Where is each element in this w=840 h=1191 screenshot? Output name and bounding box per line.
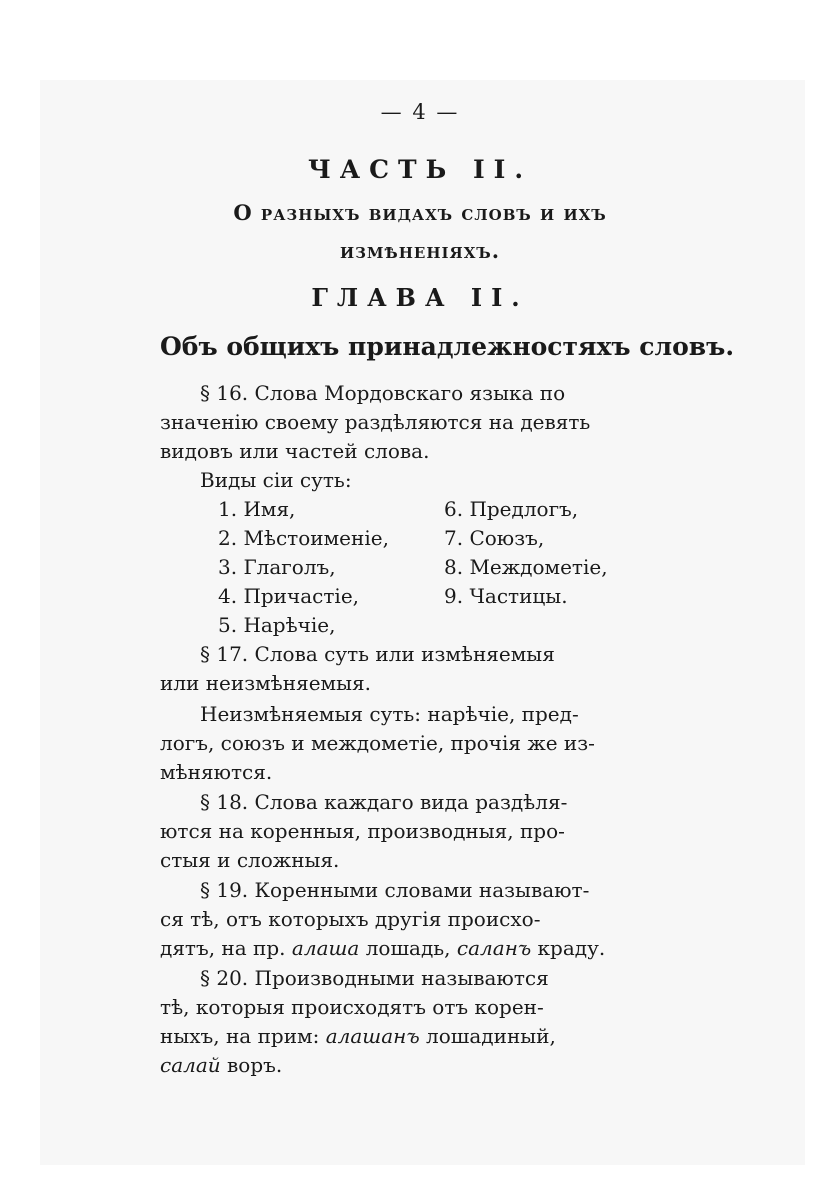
kind-item: 6. Предлогъ, <box>444 497 579 521</box>
mordvin-word: саланъ <box>456 936 532 960</box>
mordvin-word: алаша <box>291 936 360 960</box>
section-heading: Объ общихъ принадлежностяхъ словъ. <box>160 332 735 361</box>
text-run: лошадиный, <box>419 1024 556 1048</box>
subtitle-line-2: измѣненiяхъ. <box>339 238 501 263</box>
kind-item: 8. Междометiе, <box>444 555 608 579</box>
text-run: краду. <box>531 936 606 960</box>
paragraph-16-line-2: значенiю своему раздѣляются на девять <box>160 410 591 434</box>
kind-item: 4. Причастiе, <box>218 584 360 608</box>
paragraph-18-line-3: стыя и сложныя. <box>160 848 340 872</box>
paragraph-17b-line-3: мѣняются. <box>160 760 273 784</box>
paragraph-17-line-2: или неизмѣняемыя. <box>160 671 371 695</box>
page-number: — 4 — <box>380 100 460 124</box>
text-run: ныхъ, на прим: <box>160 1024 326 1048</box>
paragraph-18-line-1: § 18. Слова каждаго вида раздѣля- <box>200 790 568 814</box>
paragraph-19-line-3 <box>160 936 605 960</box>
paragraph-20-line-2: тѣ, которыя происходятъ отъ корен- <box>160 995 544 1019</box>
paragraph-16-line-3: видовъ или частей слова. <box>160 439 430 463</box>
paragraph-17b-line-1: Неизмѣняемыя суть: нарѣчiе, пред- <box>200 702 579 726</box>
paragraph-20-line-1: § 20. Производными называются <box>200 966 549 990</box>
paragraph-19-line-1: § 19. Коренными словами называют- <box>200 878 590 902</box>
kind-item: 1. Имя, <box>218 497 296 521</box>
part-title: ЧАСТЬ II. <box>307 155 533 184</box>
text-run: дятъ, на пр. <box>160 936 292 960</box>
kind-item: 9. Частицы. <box>444 584 568 608</box>
subtitle-line-1: О разныхъ видахъ словъ и ихъ <box>233 200 607 225</box>
paragraph-19-line-2: ся тѣ, отъ которыхъ другiя происхо- <box>160 907 541 931</box>
paragraph-20-line-3 <box>160 1024 556 1048</box>
kinds-intro: Виды сiи суть: <box>200 468 352 492</box>
paragraph-16-line-1: § 16. Слова Мордовскаго языка по <box>200 381 566 405</box>
kind-item: 5. Нарѣчiе, <box>218 613 336 637</box>
mordvin-word: салай <box>160 1053 221 1077</box>
chapter-title: ГЛАВА II. <box>311 283 529 312</box>
text-run: воръ. <box>220 1053 283 1077</box>
paragraph-20-line-4 <box>160 1053 282 1077</box>
kind-item: 7. Союзъ, <box>444 526 545 550</box>
text-run: лошадь, <box>359 936 457 960</box>
paragraph-17b-line-2: логъ, союзъ и междометiе, прочiя же из- <box>160 731 595 755</box>
mordvin-word: алашанъ <box>325 1024 420 1048</box>
paragraph-17-line-1: § 17. Слова суть или измѣняемыя <box>200 642 555 666</box>
kind-item: 2. Мѣстоименiе, <box>218 526 389 550</box>
kind-item: 3. Глаголъ, <box>218 555 336 579</box>
paragraph-18-line-2: ются на коренныя, производныя, про- <box>160 819 565 843</box>
